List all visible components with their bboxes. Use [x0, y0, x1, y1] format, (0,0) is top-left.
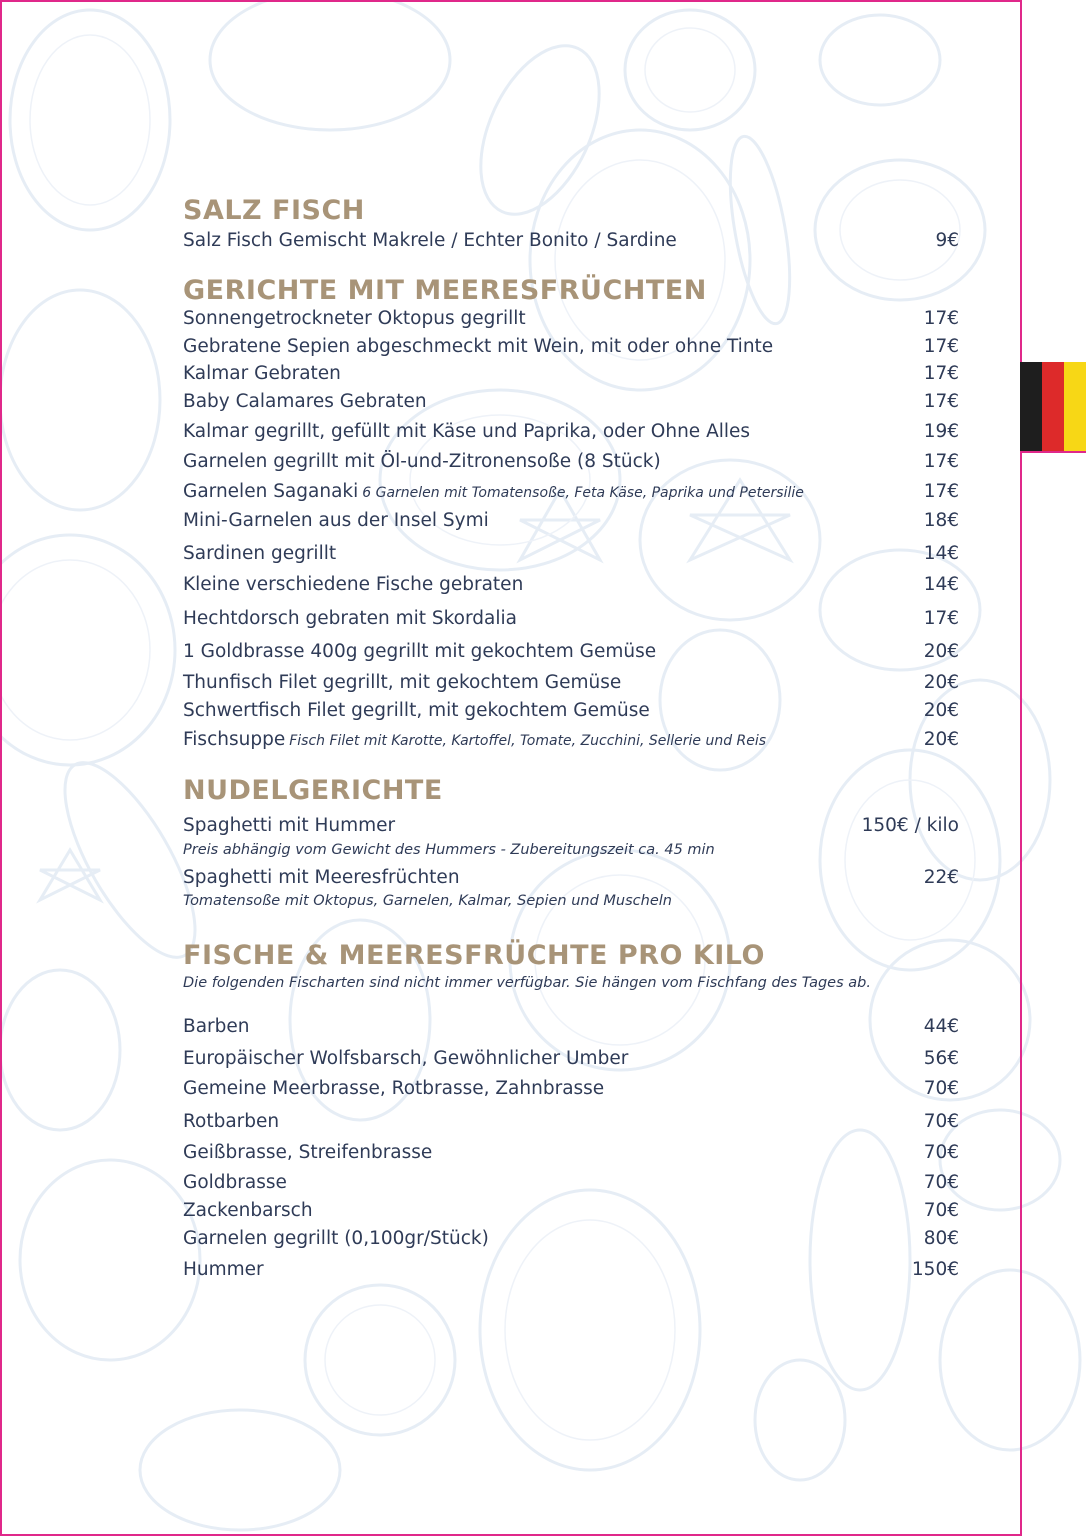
item-name-wrap — [183, 481, 804, 502]
menu-item — [183, 1172, 959, 1200]
item-price: 70€ — [923, 1111, 959, 1132]
menu-item — [183, 1259, 959, 1287]
item-price: 70€ — [923, 1200, 959, 1221]
menu-item — [183, 1200, 959, 1228]
item-price: 14€ — [923, 574, 959, 595]
menu-item — [183, 363, 959, 391]
item-price: 17€ — [923, 336, 959, 357]
section-title-nudelgerichte: NUDELGERICHTE — [183, 775, 443, 806]
menu-item — [183, 1228, 959, 1256]
item-name: Kalmar Gebraten — [183, 363, 341, 384]
border-right — [1020, 0, 1022, 1536]
item-name: Baby Calamares Gebraten — [183, 391, 427, 412]
menu-item — [183, 230, 959, 258]
item-name: Schwertfisch Filet gegrillt, mit gekochtem Gemüse — [183, 700, 650, 721]
item-price: 17€ — [923, 391, 959, 412]
menu-item — [183, 574, 959, 602]
menu-item — [183, 729, 959, 757]
item-name: Garnelen Saganaki — [183, 481, 359, 502]
item-name-wrap — [183, 729, 766, 750]
item-price: 44€ — [923, 1016, 959, 1037]
border-left — [0, 0, 2, 1536]
menu-item — [183, 543, 959, 571]
item-price: 18€ — [923, 510, 959, 531]
menu-item — [183, 641, 959, 669]
item-price: 56€ — [923, 1048, 959, 1069]
item-name: Kalmar gegrillt, gefüllt mit Käse und Paprika, oder Ohne Alles — [183, 421, 751, 442]
item-name: Fischsuppe — [183, 729, 286, 750]
item-price: 17€ — [923, 451, 959, 472]
item-name: Thunfisch Filet gegrillt, mit gekochtem Gemüse — [183, 672, 622, 693]
item-price: 150€ — [911, 1259, 959, 1280]
item-name: Sardinen gegrillt — [183, 543, 337, 564]
menu-item — [183, 815, 959, 843]
flag-stripe-black — [1020, 362, 1042, 451]
flag-stripe-gold — [1064, 362, 1086, 451]
item-note: Tomatensoße mit Oktopus, Garnelen, Kalmar, Sepien und Muscheln — [183, 893, 672, 909]
menu-item — [183, 308, 959, 336]
menu-item — [183, 391, 959, 419]
item-price: 80€ — [923, 1228, 959, 1249]
item-price: 70€ — [923, 1078, 959, 1099]
menu-item — [183, 672, 959, 700]
item-name: Geißbrasse, Streifenbrasse — [183, 1142, 433, 1163]
item-note: Preis abhängig vom Gewicht des Hummers - Zubereitungszeit ca. 45 min — [183, 842, 715, 858]
item-name: Gemeine Meerbrasse, Rotbrasse, Zahnbrasse — [183, 1078, 605, 1099]
item-price: 70€ — [923, 1172, 959, 1193]
item-name: Rotbarben — [183, 1111, 280, 1132]
item-name: Barben — [183, 1016, 250, 1037]
item-name: Garnelen gegrillt (0,100gr/Stück) — [183, 1228, 489, 1249]
menu-item — [183, 421, 959, 449]
menu-item — [183, 336, 959, 364]
menu-item — [183, 1078, 959, 1106]
item-price: 22€ — [923, 867, 959, 888]
section-title-salz-fisch: SALZ FISCH — [183, 195, 365, 226]
language-tab-divider — [1020, 451, 1086, 453]
flag-stripe-red — [1042, 362, 1064, 451]
german-flag-tab[interactable] — [1020, 362, 1086, 451]
menu-item — [183, 1111, 959, 1139]
section-subtitle: Die folgenden Fischarten sind nicht immer verfügbar. Sie hängen vom Fischfang des Tages ab. — [183, 975, 871, 991]
section-title-meeresfruechte: GERICHTE MIT MEERESFRÜCHTEN — [183, 275, 707, 306]
menu-item — [183, 608, 959, 636]
item-name: Garnelen gegrillt mit Öl-und-Zitronensoße (8 Stück) — [183, 451, 661, 472]
item-price: 17€ — [923, 308, 959, 329]
menu-item — [183, 481, 959, 509]
item-price: 20€ — [923, 672, 959, 693]
item-price: 9€ — [935, 230, 959, 251]
item-name: Gebratene Sepien abgeschmeckt mit Wein, mit oder ohne Tinte — [183, 336, 774, 357]
item-price: 20€ — [923, 700, 959, 721]
menu-item — [183, 1016, 959, 1044]
item-name: Europäischer Wolfsbarsch, Gewöhnlicher Umber — [183, 1048, 629, 1069]
item-name: Hummer — [183, 1259, 264, 1280]
item-description: 6 Garnelen mit Tomatensoße, Feta Käse, Paprika und Petersilie — [362, 485, 804, 501]
item-price: 17€ — [923, 363, 959, 384]
item-price: 14€ — [923, 543, 959, 564]
menu-item — [183, 1142, 959, 1170]
item-name: Zackenbarsch — [183, 1200, 313, 1221]
item-price: 70€ — [923, 1142, 959, 1163]
item-name: Hechtdorsch gebraten mit Skordalia — [183, 608, 517, 629]
menu-item — [183, 867, 959, 895]
menu-item — [183, 1048, 959, 1076]
border-top — [0, 0, 1022, 2]
menu-item — [183, 700, 959, 728]
item-name: Spaghetti mit Meeresfrüchten — [183, 867, 460, 888]
item-price: 19€ — [923, 421, 959, 442]
menu-item — [183, 510, 959, 538]
item-price: 17€ — [923, 608, 959, 629]
menu-item — [183, 451, 959, 479]
item-name: Salz Fisch Gemischt Makrele / Echter Bonito / Sardine — [183, 230, 677, 251]
item-name: Sonnengetrockneter Oktopus gegrillt — [183, 308, 526, 329]
item-name: Kleine verschiedene Fische gebraten — [183, 574, 524, 595]
section-title-pro-kilo: FISCHE & MEERESFRÜCHTE PRO KILO — [183, 940, 765, 971]
item-price: 150€ / kilo — [861, 815, 959, 836]
item-description: Fisch Filet mit Karotte, Kartoffel, Tomate, Zucchini, Sellerie und Reis — [289, 733, 767, 749]
item-price: 20€ — [923, 641, 959, 662]
item-price: 20€ — [923, 729, 959, 750]
item-price: 17€ — [923, 481, 959, 502]
item-name: Spaghetti mit Hummer — [183, 815, 396, 836]
item-name: Mini-Garnelen aus der Insel Symi — [183, 510, 489, 531]
item-name: 1 Goldbrasse 400g gegrillt mit gekochtem Gemüse — [183, 641, 657, 662]
item-name: Goldbrasse — [183, 1172, 287, 1193]
